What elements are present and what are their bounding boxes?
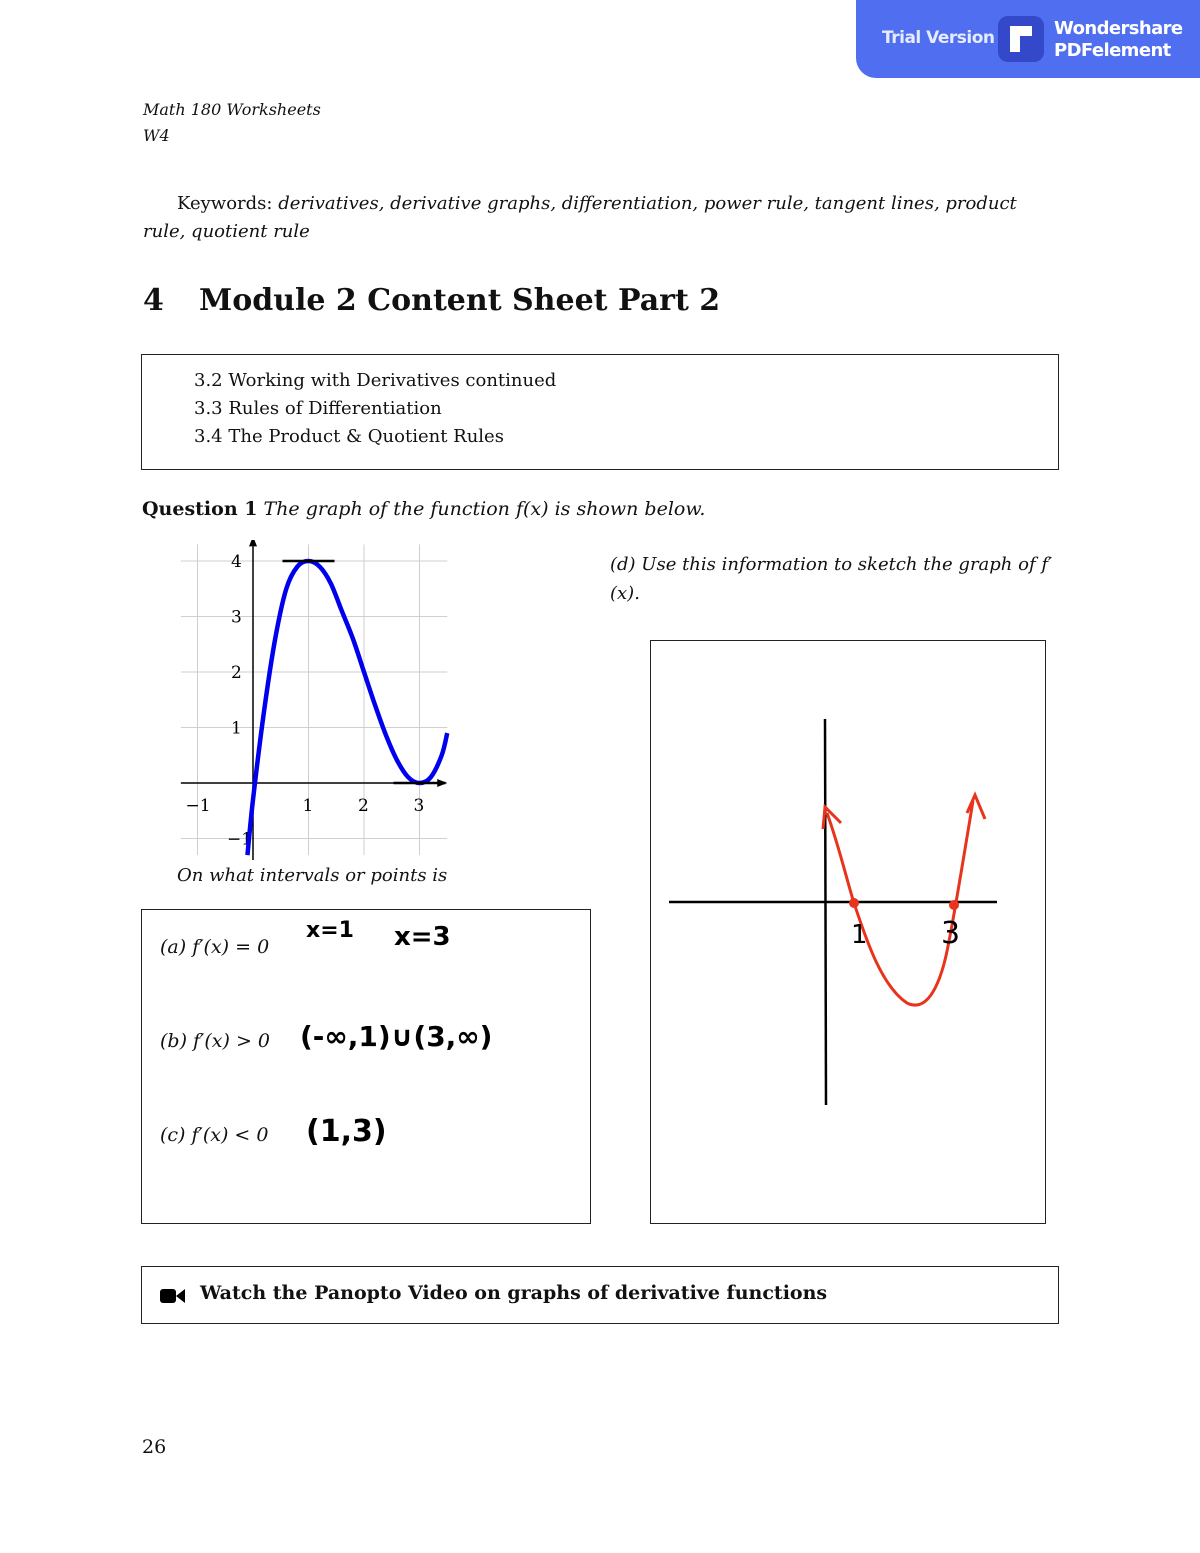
section-title: Module 2 Content Sheet Part 2 <box>199 283 721 318</box>
answers-box <box>141 909 591 1224</box>
question-label: Question 1 <box>142 498 258 520</box>
section-heading <box>143 283 720 318</box>
part-b-label: (b) f′(x) > 0 <box>160 1030 271 1052</box>
question-1 <box>142 498 705 520</box>
sketch-y-axis <box>825 719 826 1105</box>
y-axis-arrow-icon <box>249 540 257 546</box>
x-tick-label: 2 <box>358 796 369 816</box>
keywords-list: derivatives, derivative graphs, differentiation, power rule, tangent lines, product rule, quotient rule <box>143 193 1017 242</box>
pdfelement-logo-icon <box>998 16 1044 62</box>
keywords-paragraph <box>143 190 1063 246</box>
question-prompt: The graph of the function f(x) is shown below. <box>263 498 706 520</box>
keywords-label: Keywords: <box>177 193 273 214</box>
sketch-root-point <box>849 898 859 908</box>
section-number: 4 <box>143 283 164 318</box>
part-a-label: (a) f′(x) = 0 <box>160 936 270 958</box>
video-link-label[interactable]: Watch the Panopto Video on graphs of derivative functions <box>200 1282 828 1304</box>
y-tick-label: 1 <box>231 718 242 739</box>
topic-item: 3.3 Rules of Differentiation <box>194 398 442 419</box>
x-tick-label: −1 <box>185 796 211 816</box>
video-camera-icon <box>160 1287 186 1305</box>
page-number: 26 <box>142 1436 167 1458</box>
function-graph <box>175 540 460 860</box>
week-label: W4 <box>143 126 170 145</box>
part-c-answer: (1,3) <box>306 1114 387 1149</box>
brand-name-line1: Wondershare <box>1054 18 1183 39</box>
part-b-answer: (-∞,1)∪(3,∞) <box>300 1020 493 1053</box>
y-tick-label: 3 <box>231 607 242 628</box>
x-tick-label: 3 <box>413 796 425 816</box>
watermark-banner <box>856 0 1200 78</box>
trial-version-label: Trial Version <box>882 28 995 48</box>
brand-name-line2: PDFelement <box>1054 40 1171 61</box>
sketch-root-point <box>949 900 959 910</box>
sketch-point-label: 1 <box>851 920 868 950</box>
graph-grid <box>181 544 447 855</box>
y-tick-label: 4 <box>231 552 242 572</box>
y-tick-label: −1 <box>227 829 253 850</box>
part-a-answer-1: x=1 <box>306 918 354 943</box>
intervals-prompt: On what intervals or points is <box>177 865 448 886</box>
part-d-prompt: (d) Use this information to sketch the graph of f′(x). <box>610 554 1053 604</box>
part-c-label: (c) f′(x) < 0 <box>160 1124 269 1146</box>
video-link-box[interactable] <box>141 1266 1059 1324</box>
sketch-box <box>650 640 1046 1224</box>
y-tick-label: 2 <box>231 663 242 683</box>
sketch-point-label: 3 <box>941 916 961 951</box>
part-a-answer-2: x=3 <box>394 922 451 952</box>
topic-item: 3.4 The Product & Quotient Rules <box>194 426 504 447</box>
topic-item: 3.2 Working with Derivatives continued <box>194 370 557 391</box>
course-title: Math 180 Worksheets <box>143 100 321 119</box>
derivative-sketch <box>651 641 1047 1225</box>
graph-ticks <box>186 552 425 850</box>
x-tick-label: 1 <box>302 796 314 816</box>
graph-axes <box>181 540 447 860</box>
topics-box <box>141 354 1059 470</box>
